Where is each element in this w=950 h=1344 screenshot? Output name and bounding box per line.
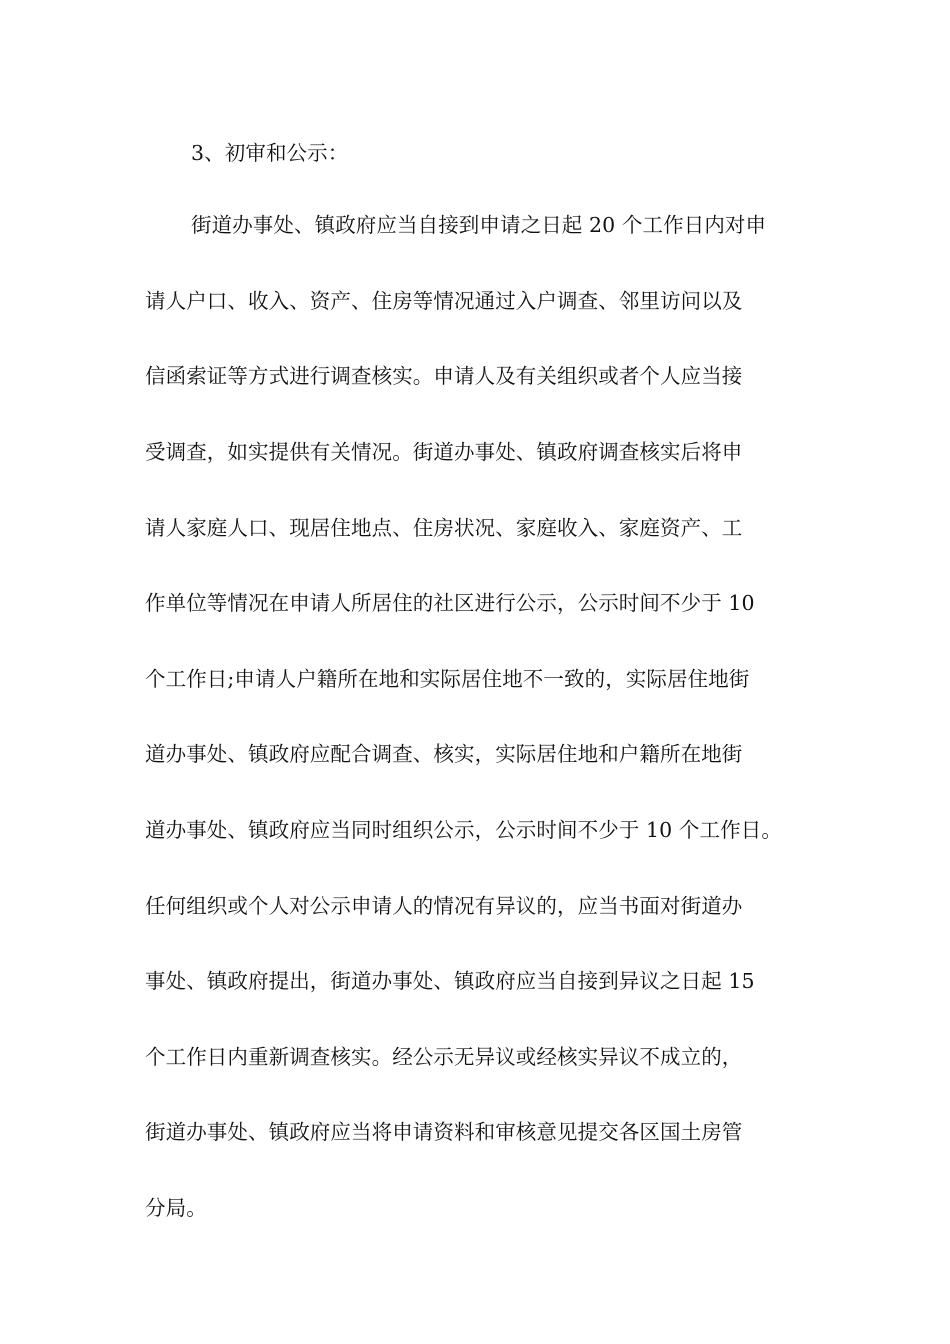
paragraph-line: 道办事处、镇政府应配合调查、核实，实际居住地和户籍所在地街 xyxy=(145,742,743,766)
paragraph-line: 道办事处、镇政府应当同时组织公示，公示时间不少于 10 个工作日。 xyxy=(145,818,782,842)
paragraph-line: 作单位等情况在申请人所居住的社区进行公示，公示时间不少于 10 xyxy=(145,591,755,615)
paragraph-line: 街道办事处、镇政府应当将申请资料和审核意见提交各区国土房管 xyxy=(145,1120,743,1144)
paragraph-line: 个工作日;申请人户籍所在地和实际居住地不一致的，实际居住地街 xyxy=(145,667,750,691)
section-heading: 3、初审和公示： xyxy=(191,141,349,165)
paragraph-line: 个工作日内重新调查核实。经公示无异议或经核实异议不成立的， xyxy=(145,1045,743,1069)
paragraph-line: 请人户口、收入、资产、住房等情况通过入户调查、邻里访问以及 xyxy=(145,289,743,313)
paragraph-line: 任何组织或个人对公示申请人的情况有异议的，应当书面对街道办 xyxy=(145,894,743,918)
paragraph-line: 信函索证等方式进行调查核实。申请人及有关组织或者个人应当接 xyxy=(145,364,743,388)
paragraph-line: 请人家庭人口、现居住地点、住房状况、家庭收入、家庭资产、工 xyxy=(145,516,743,540)
paragraph-line: 受调查，如实提供有关情况。街道办事处、镇政府调查核实后将申 xyxy=(145,440,743,464)
paragraph-line: 街道办事处、镇政府应当自接到申请之日起 20 个工作日内对申 xyxy=(191,213,767,237)
paragraph-line: 分局。 xyxy=(145,1196,207,1220)
paragraph-line: 事处、镇政府提出，街道办事处、镇政府应当自接到异议之日起 15 xyxy=(145,969,755,993)
